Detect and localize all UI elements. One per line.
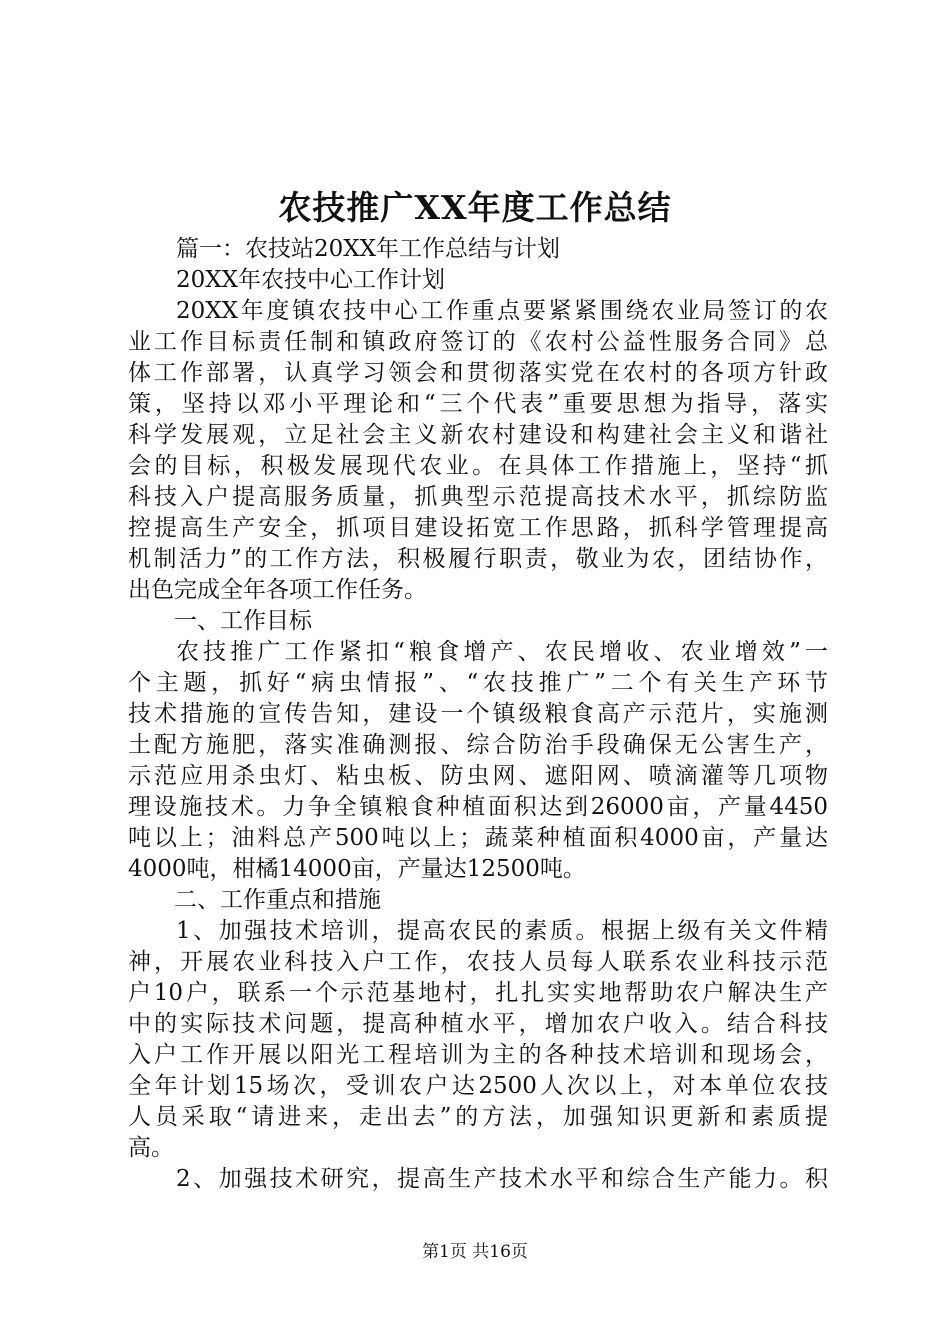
paragraph-line: 控提高生产安全，抓项目建设拓宽工作思路，抓科学管理提高: [128, 515, 828, 541]
paragraph-line: 4000吨，柑橘14000亩，产量达12500吨。: [128, 856, 586, 882]
paragraph-line: 入户工作开展以阳光工程培训为主的各种技术培训和现场会，: [128, 1042, 828, 1068]
paragraph-line: 体工作部署，认真学习领会和贯彻落实党在农村的各项方针政: [128, 360, 828, 386]
paragraph-line: 机制活力”的工作方法，积极履行职责，敬业为农，团结协作，: [128, 546, 828, 572]
paragraph-line: 1、加强技术培训，提高农民的素质。根据上级有关文件精: [176, 918, 828, 944]
document-title: 农技推广XX年度工作总结: [278, 188, 672, 227]
section-heading-measures: 二、工作重点和措施: [174, 887, 381, 913]
paragraph-line: 科学发展观，立足社会主义新农村建设和构建社会主义和谐社: [128, 422, 828, 448]
paragraph-line: 中的实际技术问题，提高种植水平，增加农户收入。结合科技: [128, 1011, 828, 1037]
document-body: [128, 234, 828, 1195]
paragraph-line: 技术措施的宣传告知，建设一个镇级粮食高产示范片，实施测: [128, 701, 828, 727]
paragraph-line: 农技推广工作紧扣“粮食增产、农民增收、农业增效”一: [176, 639, 828, 665]
paragraph-line: 20XX年度镇农技中心工作重点要紧紧围绕农业局签订的农: [176, 298, 828, 324]
paragraph-line: 人员采取“请进来，走出去”的方法，加强知识更新和素质提: [128, 1104, 828, 1130]
paragraph-line: 出色完成全年各项工作任务。: [128, 577, 427, 603]
paragraph-line: 理设施技术。力争全镇粮食种植面积达到26000亩，产量4450: [128, 794, 828, 820]
paragraph-line: 科技入户提高服务质量，抓典型示范提高技术水平，抓综防监: [128, 484, 828, 510]
section-heading-goals: 一、工作目标: [174, 608, 312, 634]
paragraph-line: 户10户，联系一个示范基地村，扎扎实实地帮助农户解决生产: [128, 980, 828, 1006]
page-number-footer: 第1页 共16页: [422, 1242, 528, 1262]
paragraph-line: 个主题，抓好“病虫情报”、“农技推广”二个有关生产环节: [128, 670, 828, 696]
paragraph-line: 土配方施肥，落实准确测报、综合防治手段确保无公害生产，: [128, 732, 828, 758]
paragraph-line: 策，坚持以邓小平理论和“三个代表”重要思想为指导，落实: [128, 391, 828, 417]
paragraph-line: 2、加强技术研究，提高生产技术水平和综合生产能力。积: [176, 1166, 828, 1192]
paragraph-line: 神，开展农业科技入户工作，农技人员每人联系农业科技示范: [128, 949, 828, 975]
paragraph-line: 吨以上；油料总产500吨以上；蔬菜种植面积4000亩，产量达: [128, 825, 828, 851]
section-heading-part-one: 篇一：农技站20XX年工作总结与计划: [176, 236, 561, 262]
paragraph-line: 高。: [128, 1135, 174, 1161]
paragraph-line: 会的目标，积极发展现代农业。在具体工作措施上，坚持“抓: [128, 453, 828, 479]
paragraph-line: 示范应用杀虫灯、粘虫板、防虫网、遮阳网、喷滴灌等几项物: [128, 763, 828, 789]
plan-title: 20XX年农技中心工作计划: [176, 267, 446, 293]
paragraph-line: 全年计划15场次，受训农户达2500人次以上，对本单位农技: [128, 1073, 828, 1099]
paragraph-line: 业工作目标责任制和镇政府签订的《农村公益性服务合同》总: [128, 329, 828, 355]
